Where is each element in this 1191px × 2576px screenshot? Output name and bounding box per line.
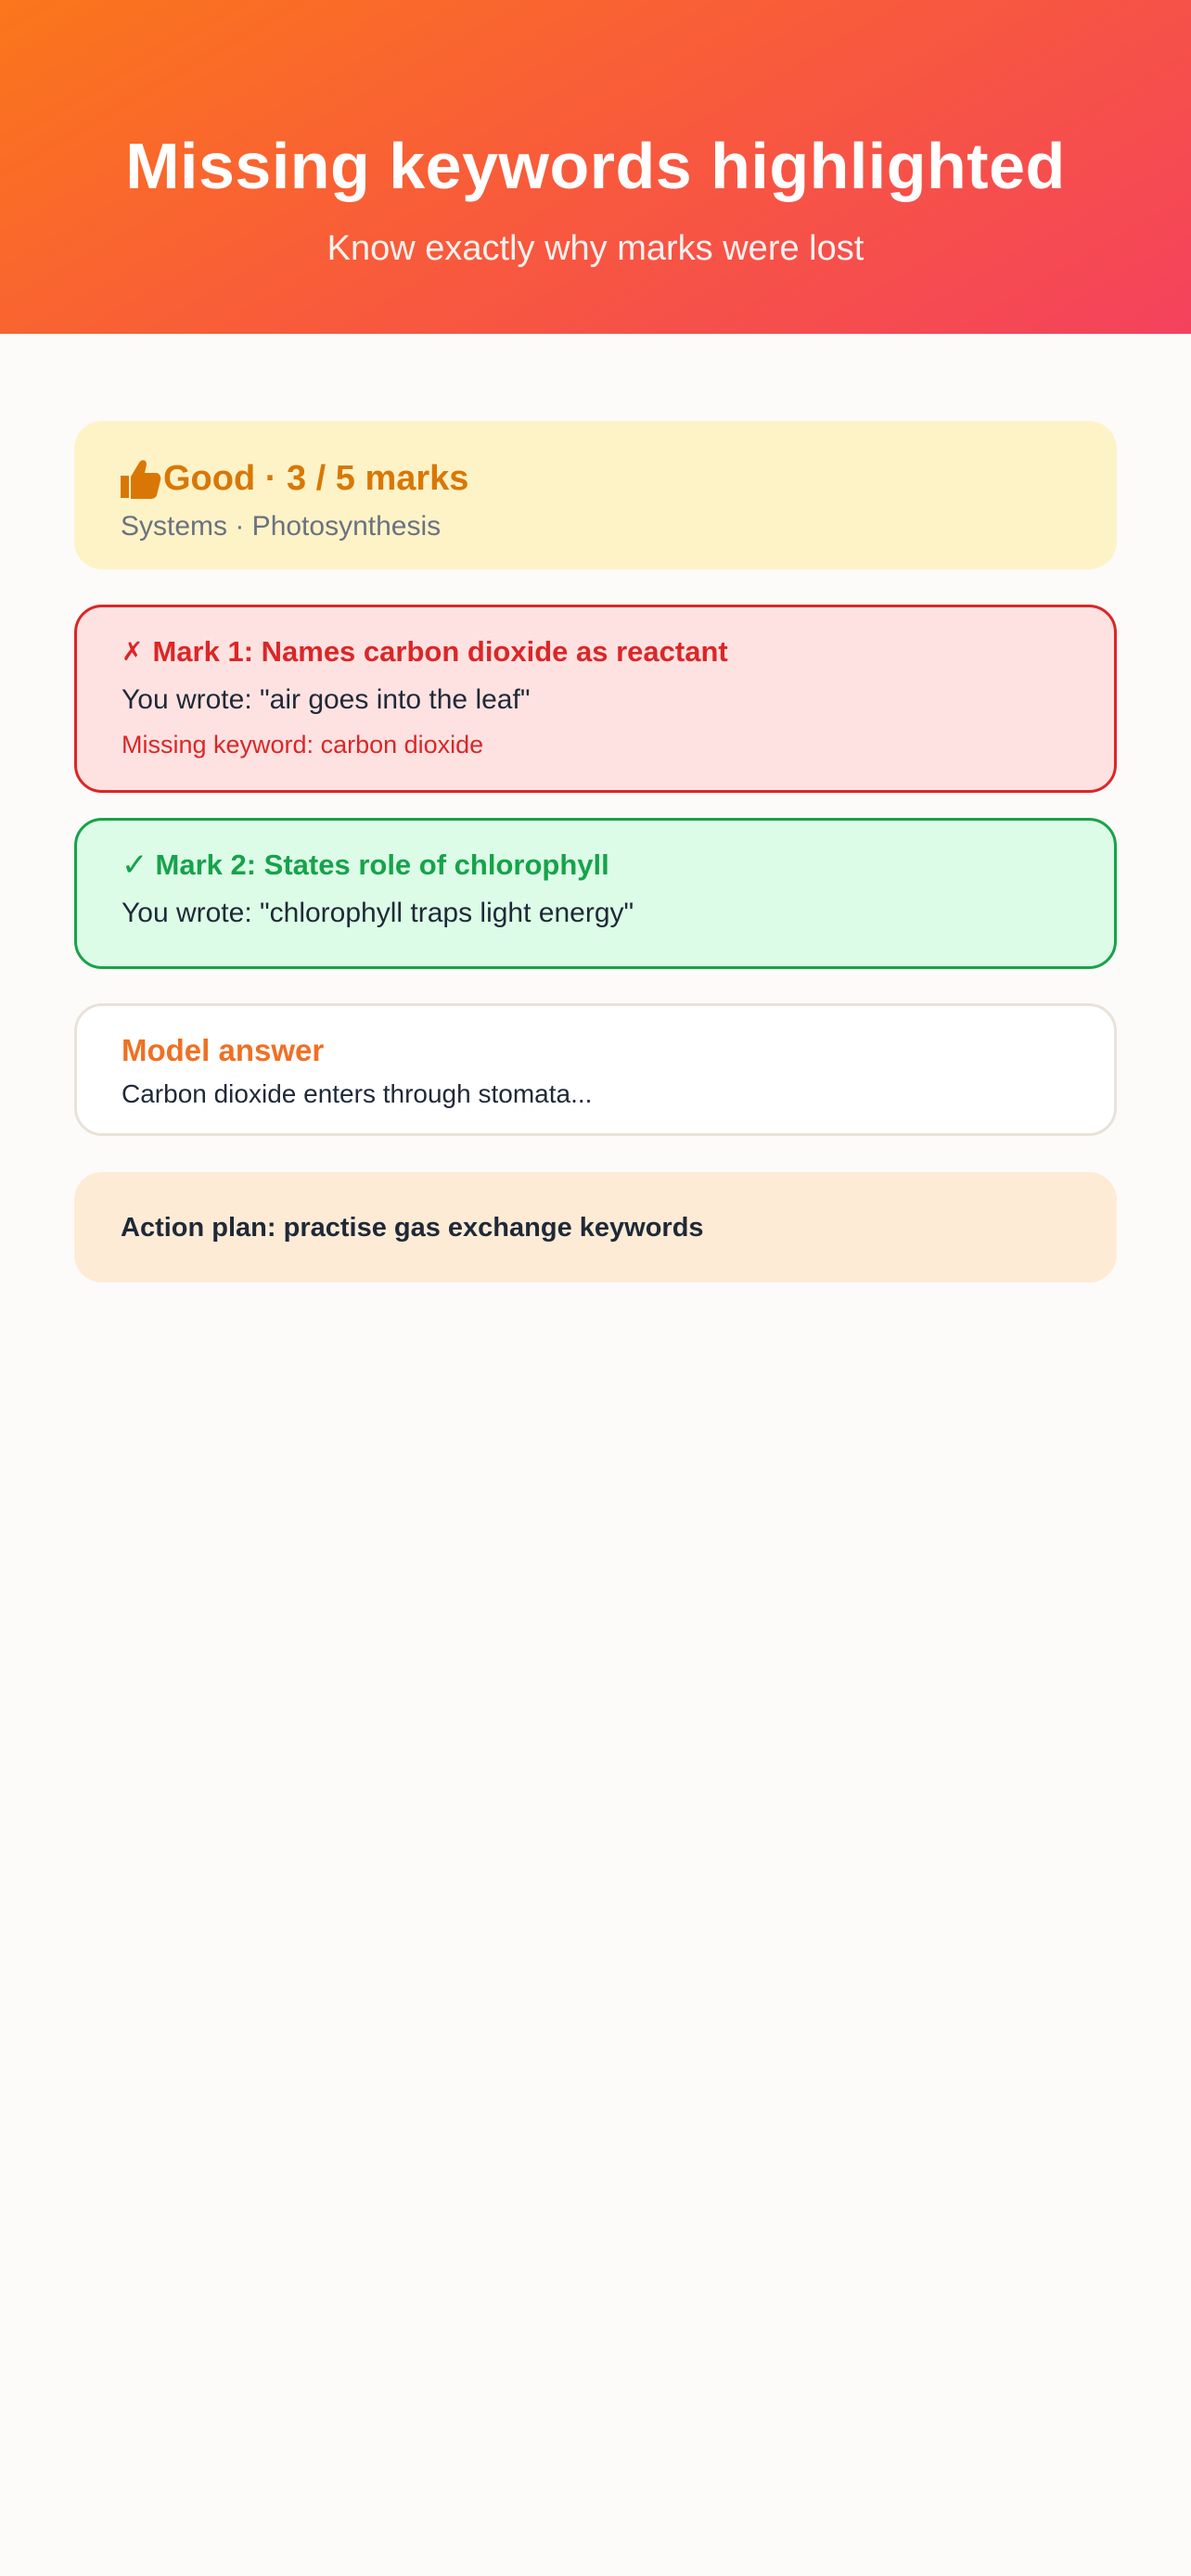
topic-label: Systems · Photosynthesis [121,511,442,542]
student-answer: You wrote: "air goes into the leaf" [122,684,531,715]
model-answer-title: Model answer [122,1033,325,1067]
mark-card-missing [74,605,1117,793]
model-answer-text: Carbon dioxide enters through stomata... [122,1079,593,1108]
missing-keyword: Missing keyword: carbon dioxide [122,731,484,759]
score-summary-card [74,421,1117,569]
student-answer: You wrote: "chlorophyll traps light energy" [122,898,634,928]
page-subtitle: Know exactly why marks were lost [327,229,864,268]
score-rating: Good · 3 / 5 marks [163,459,469,498]
check-icon: ✓ [122,848,148,883]
action-plan-text: Action plan: practise gas exchange keywords [121,1213,704,1243]
mark-card-awarded [74,818,1117,969]
cross-icon: ✗ [122,637,144,666]
model-answer-card [74,1003,1117,1136]
score-summary-heading [119,454,468,503]
mark-title: Mark 1: Names carbon dioxide as reactant [152,635,728,668]
mark-title: Mark 2: States role of chlorophyll [155,848,609,881]
thumbs-up-icon [119,455,161,502]
action-plan-card [74,1172,1117,1282]
page-title: Missing keywords highlighted [125,130,1066,202]
hero-banner [0,0,1191,334]
